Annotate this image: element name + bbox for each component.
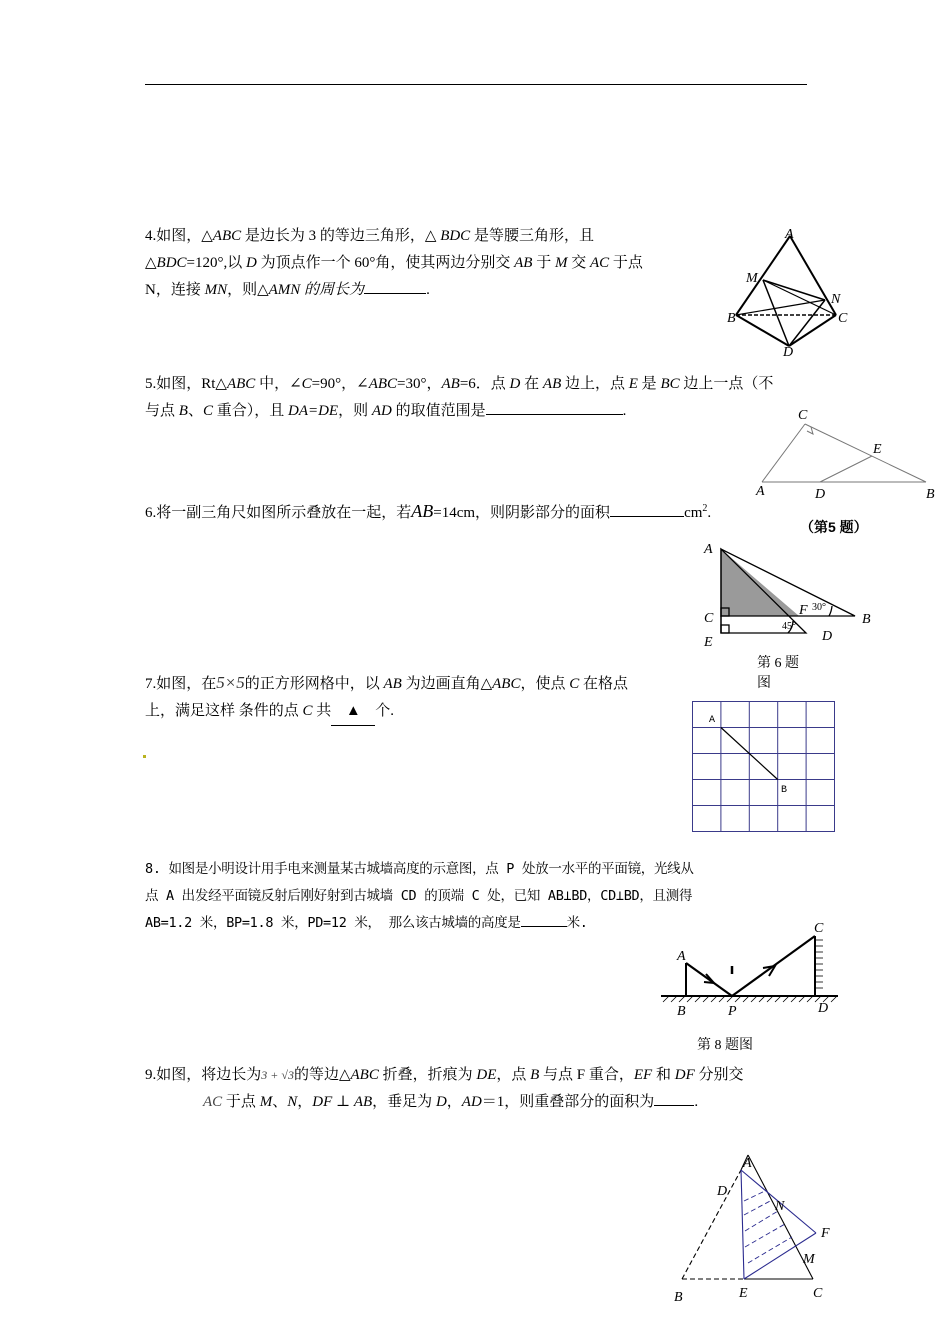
q5-line-1: 5.如图，Rt△ABC 中，∠C=90°，∠ABC=30°，AB=6．点 D 在 AB 边上，点 E 是 BC 边上一点（不	[145, 376, 774, 392]
label-D: D	[815, 487, 826, 502]
answer-blank[interactable]	[364, 279, 426, 294]
label-A: A	[785, 227, 794, 242]
q9-line-1: 9.如图，将边长为3 + √3的等边△ABC 折叠，折痕为 DE，点 B 与点 F 重合，EF 和 DF 分别交	[145, 1067, 744, 1083]
question-5	[145, 371, 773, 425]
triangle-marker-icon: ▲	[345, 703, 361, 719]
q7-line-1: 7.如图，在5×5的正方形网格中，以 AB 为边画直角△ABC，使点 C 在格点	[145, 673, 629, 692]
q4-figure	[720, 222, 860, 362]
label-F: F	[821, 1226, 830, 1241]
q5-figure	[750, 404, 940, 504]
q6-caption-2: 图	[757, 676, 771, 691]
answer-blank[interactable]	[521, 912, 567, 927]
label-B: B	[677, 1004, 686, 1019]
label-C: C	[798, 408, 808, 423]
stray-mark	[143, 755, 146, 758]
label-M: M	[746, 271, 758, 286]
answer-blank[interactable]	[486, 400, 623, 415]
label-B: B	[926, 487, 935, 502]
label-D: D	[717, 1184, 728, 1199]
label-C: C	[704, 611, 714, 626]
label-D: D	[783, 345, 794, 360]
label-B: B	[862, 612, 871, 627]
angle-30-label: 30°	[812, 602, 826, 613]
q6-figure	[696, 536, 886, 651]
label-E: E	[873, 442, 882, 457]
q6-line-1: 6.将一副三角尺如图所示叠放在一起，若AB=14cm，则阴影部分的面积 $cm^2$.	[145, 501, 712, 521]
question-6	[145, 495, 711, 527]
q5-line-2: 与点 B、C 重合），且 DA=DE，则 AD 的取值范围是 .	[145, 398, 773, 425]
label-B: B	[674, 1290, 683, 1305]
label-E: E	[739, 1286, 748, 1301]
question-7	[145, 669, 628, 726]
label-E: E	[704, 635, 713, 650]
label-B: B	[781, 785, 788, 796]
q9-line-2: AC 于点 M、N，DF ⊥ AB，垂足为 D，AD＝1，则重叠部分的面积为 .	[145, 1089, 744, 1116]
label-D: D	[822, 629, 833, 644]
label-M: M	[803, 1252, 815, 1267]
label-A: A	[709, 715, 716, 726]
question-9	[145, 1062, 744, 1116]
q5-caption: （第5 题）	[800, 519, 868, 535]
label-B: B	[727, 311, 736, 326]
label-P: P	[728, 1004, 737, 1019]
header-rule	[145, 84, 807, 85]
q8-caption: 第 8 题图	[697, 1038, 753, 1053]
q4-line-1: 4.如图，△ABC 是边长为 3 的等边三角形，△ BDC 是等腰三角形，且	[145, 228, 594, 244]
answer-blank[interactable]	[331, 698, 375, 726]
label-A: A	[756, 484, 765, 499]
answer-blank[interactable]	[654, 1091, 694, 1106]
q9-figure	[668, 1153, 838, 1308]
q8-line-2: 点 A 出发经平面镜反射后刚好射到古城墙 CD 的顶端 C 处，已知 AB⊥BD，CD⊥BD，且测得	[145, 888, 693, 904]
q7-grid	[692, 701, 837, 833]
label-A: A	[677, 949, 686, 964]
q4-line-3: N，连接 MN，则△AMN 的周长为 .	[145, 277, 643, 304]
label-F: F	[799, 603, 808, 618]
angle-45-label: 45°	[782, 621, 796, 632]
label-A: A	[704, 542, 713, 557]
label-C: C	[838, 311, 848, 326]
q4-line-2: △BDC=120°,以 D 为顶点作一个 60°角，使其两边分别交 AB 于 M 交 AC 于点	[145, 255, 643, 271]
label-C: C	[814, 921, 824, 936]
label-D: D	[818, 1001, 829, 1016]
q8-line-1: 8. 如图是小明设计用手电来测量某古城墙高度的示意图，点 P 处放一水平的平面镜，光线从	[145, 861, 694, 877]
label-A: A	[743, 1156, 752, 1171]
label-N: N	[775, 1199, 785, 1214]
question-8	[145, 856, 694, 937]
q8-figure	[658, 918, 843, 1018]
question-4	[145, 223, 643, 304]
answer-blank[interactable]	[610, 502, 684, 517]
label-N: N	[831, 292, 841, 307]
q8-line-3: AB=1.2 米，BP=1.8 米，PD=12 米， 那么该古城墙的高度是 米.	[145, 910, 694, 937]
label-C: C	[813, 1286, 823, 1301]
q7-line-2: 上，满足这样 条件的点 C 共 ▲ 个.	[145, 698, 628, 726]
q6-caption-1: 第 6 题	[757, 656, 799, 671]
